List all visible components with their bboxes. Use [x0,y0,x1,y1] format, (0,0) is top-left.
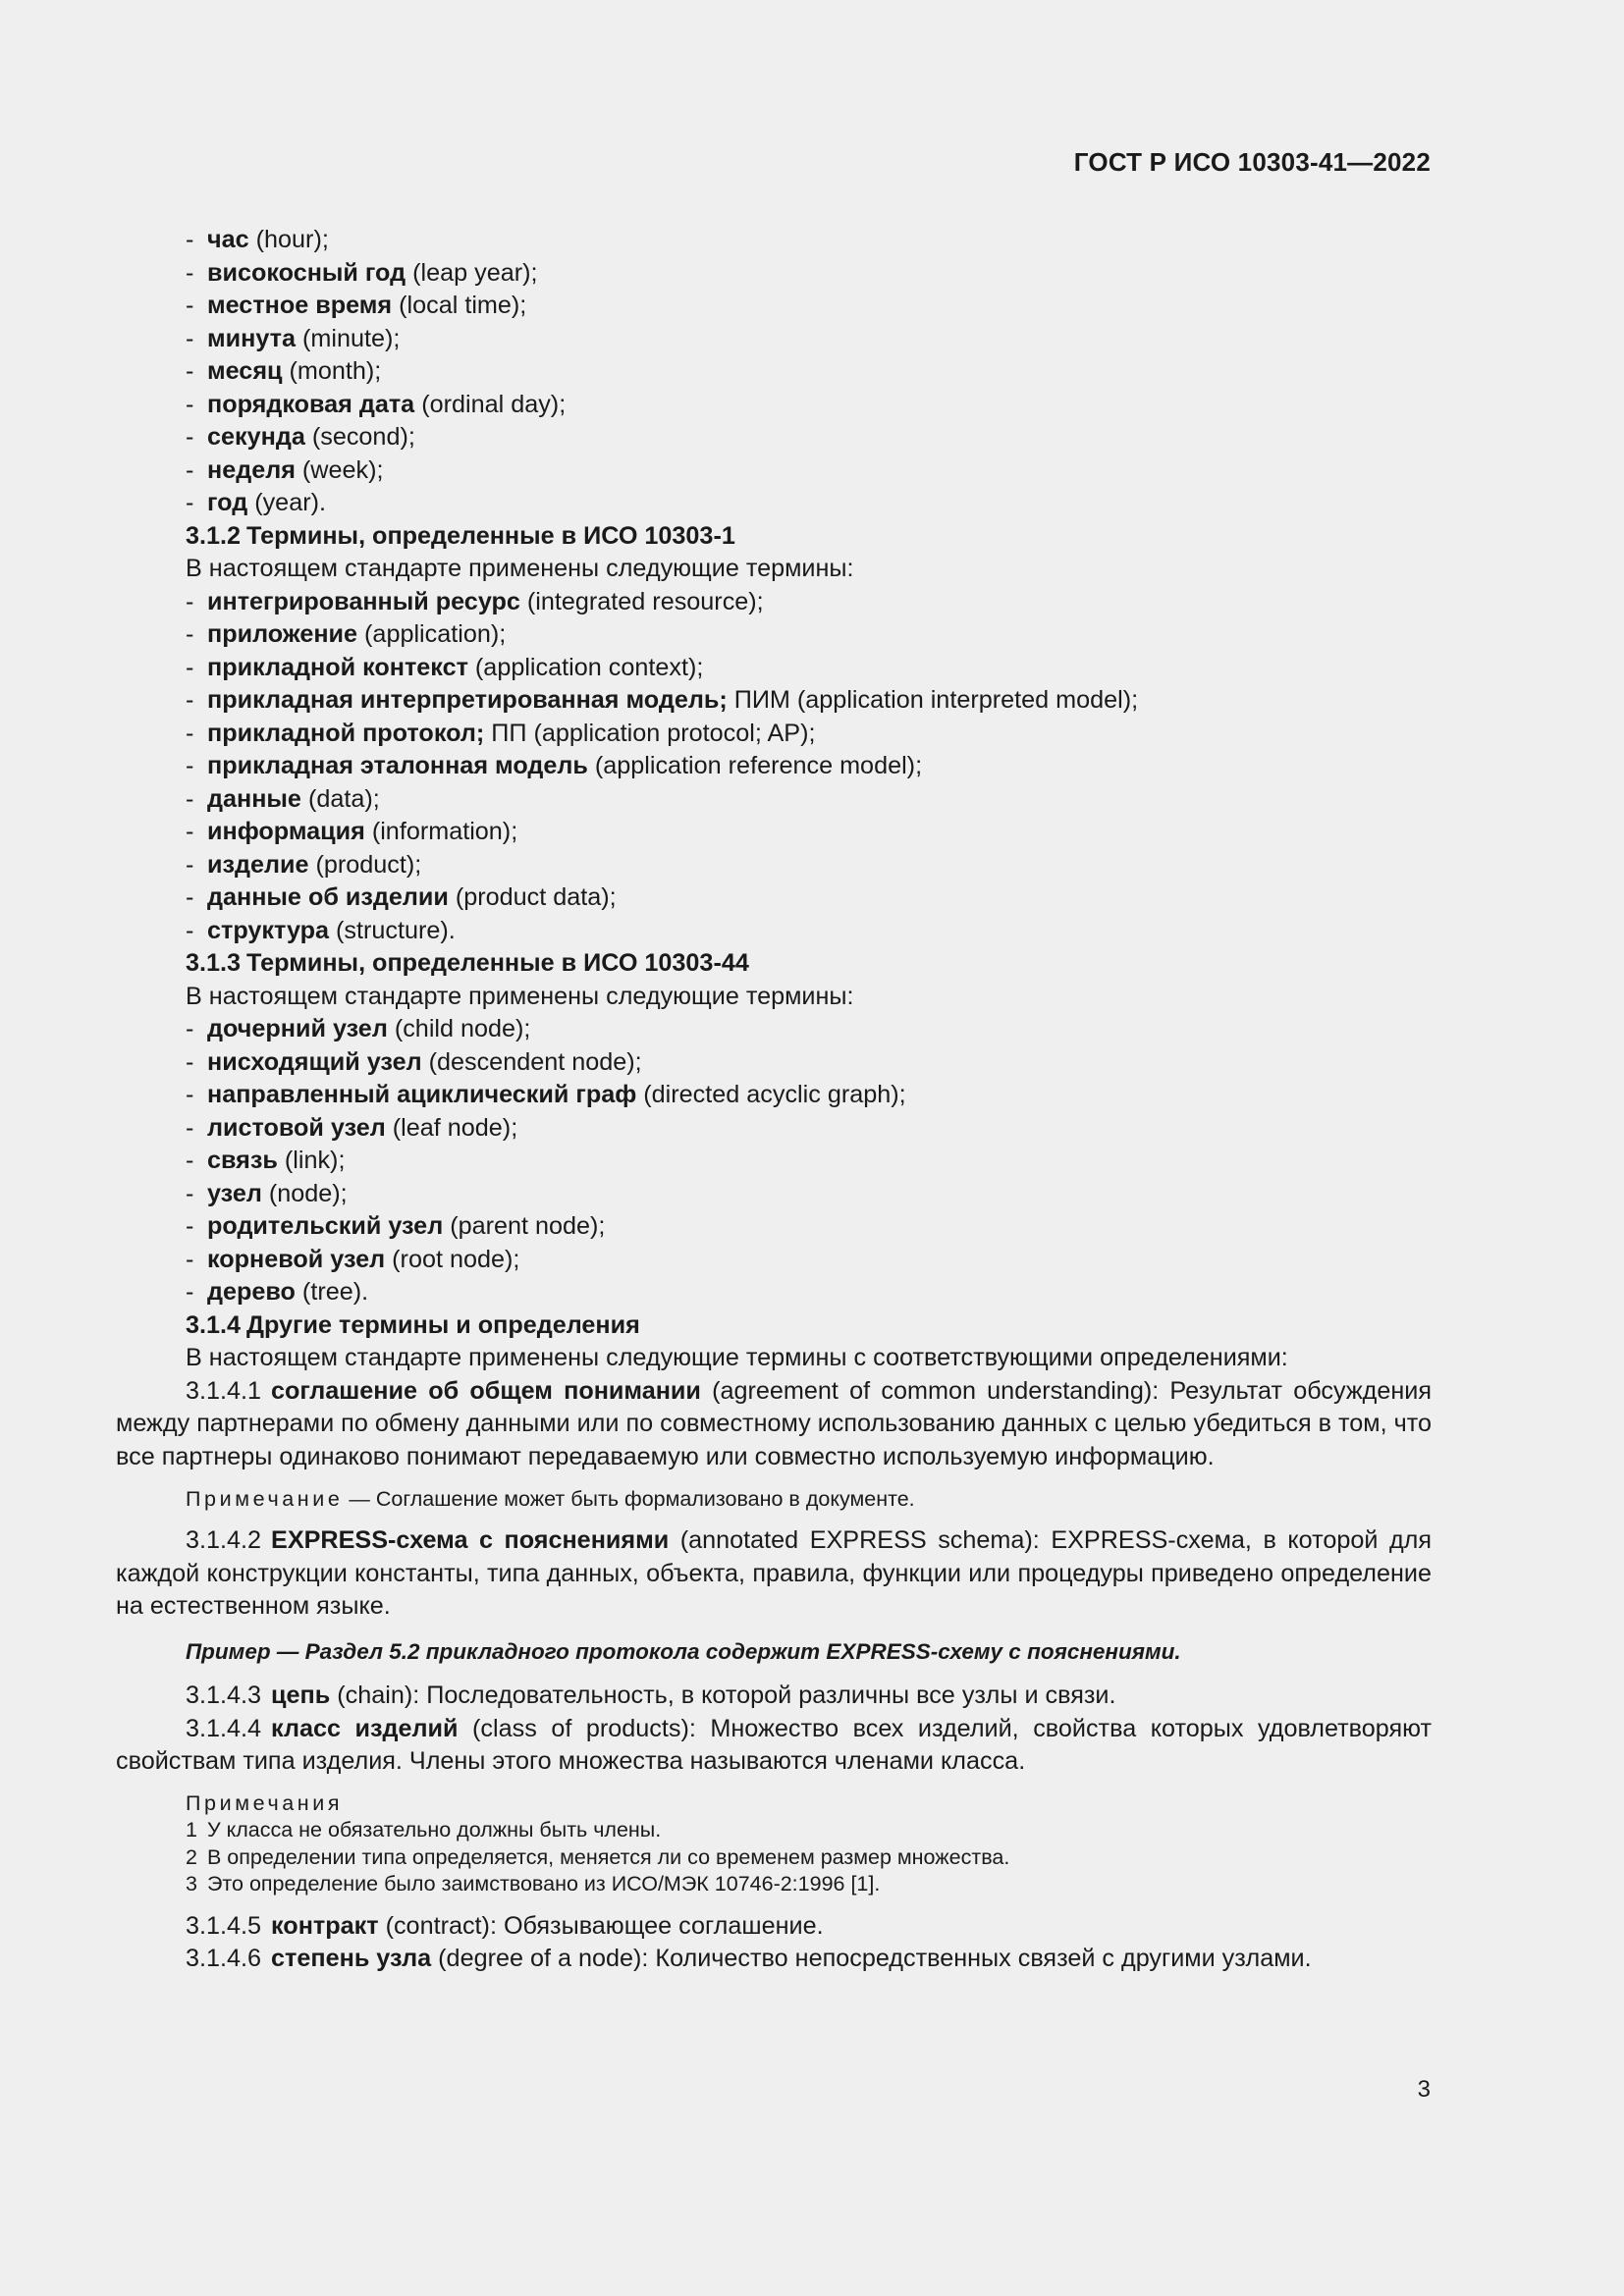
definition-3-1-4-1: 3.1.4.1 соглашение об общем понимании (agreement of common understanding): Результат обсуждения между партнерами по обмену данными или по совместному использованию данных с целью убедиться в том, что все партнеры одинаково понимают передаваемую или совместно используемую информацию. [116,1376,1432,1470]
list-item: - прикладной контекст (application context); [186,653,704,681]
list-item: - данные об изделии (product data); [186,883,617,911]
list-item: - направленный ациклический граф (directed acyclic graph); [186,1081,906,1108]
definition-3-1-4-6: 3.1.4.6 степень узла (degree of a node): Количество непосредственных связей с другими узлами. [186,1945,1312,1972]
list-item: - неделя (week); [186,455,384,484]
list-item: - прикладная эталонная модель (application reference model); [186,752,923,779]
definition-3-1-4-2: 3.1.4.2 EXPRESS-схема с пояснениями (annotated EXPRESS schema): EXPRESS-схема, в которой для каждой конструкции константы, типа данных, объекта, правила, функции или процедуры приведено определение на естественном языке. [116,1526,1433,1620]
list-item: - структура (structure). [186,916,456,944]
document-body [116,224,1432,1976]
list-item: - связь (link); [186,1147,346,1174]
list-item: - листовой узел (leaf node); [186,1113,518,1142]
definition-3-1-4-3: 3.1.4.3 цепь (chain): Последовательность, в которой различны все узлы и связи. [186,1682,1116,1709]
list-item: - прикладной протокол; ПП (application protocol; AP); [186,719,816,747]
list-item: - данные (data); [186,784,380,813]
list-item: - дочерний узел (child node); [186,1015,531,1042]
definition-3-1-4-5: 3.1.4.5 контракт (contract): Обязывающее соглашение. [186,1911,824,1940]
note-item: 1 У класса не обязательно должны быть члены. [186,1818,662,1842]
list-item: - час (hour); [186,226,329,253]
section-heading-3-1-2: 3.1.2 Термины, определенные в ИСО 10303-1 [186,521,735,550]
iso-10303-44-terms-list [116,1013,1432,1309]
section-intro: В настоящем стандарте применены следующие термины: [186,555,854,582]
notes-label: Примечания [186,1790,344,1815]
definition-3-1-4-4: 3.1.4.4 класс изделий (class of products): Множество всех изделий, свойства которых удовлетворяют свойствам типа изделия. Члены этого множества называются членами класса. [116,1714,1432,1775]
list-item: - родительский узел (parent node); [186,1212,606,1240]
note-item: 3 Это определение было заимствовано из ИСО/МЭК 10746-2:1996 [1]. [186,1872,881,1896]
section-intro: В настоящем стандарте применены следующие термины с соответствующими определениями: [186,1344,1288,1371]
list-item: - дерево (tree). [186,1278,369,1306]
time-terms-list [116,224,1432,520]
note-item: 2 В определении типа определяется, меняется ли со временем размер множества. [186,1844,1010,1869]
list-item: - секунда (second); [186,423,415,451]
note: Примечание — Соглашение может быть формализовано в документе. [186,1487,915,1511]
list-item: - прикладная интерпретированная модель; ПИМ (application interpreted model); [186,686,1139,714]
list-item: - месяц (month); [186,357,382,385]
list-item: - год (year). [186,489,326,516]
document-header: ГОСТ Р ИСО 10303-41—2022 [1073,147,1431,177]
list-item: - порядковая дата (ordinal day); [186,390,567,418]
example: Пример — Раздел 5.2 прикладного протокола содержит EXPRESS-схему с пояснениями. [186,1638,1181,1664]
list-item: - информация (information); [186,818,518,845]
list-item: - изделие (product); [186,850,422,879]
list-item: - нисходящий узел (descendent node); [186,1047,642,1076]
list-item: - корневой узел (root node); [186,1245,520,1273]
section-intro: В настоящем стандарте применены следующие термины: [186,982,854,1010]
list-item: - интегрированный ресурс (integrated resource); [186,587,764,615]
page-number: 3 [1417,2076,1431,2103]
list-item: - приложение (application); [186,620,507,648]
iso-10303-1-terms-list [116,586,1432,948]
section-heading-3-1-4: 3.1.4 Другие термины и определения [186,1310,640,1339]
list-item: - високосный год (leap year); [186,258,538,287]
notes-list [116,1790,1432,1898]
list-item: - узел (node); [186,1179,348,1207]
section-heading-3-1-3: 3.1.3 Термины, определенные в ИСО 10303-44 [186,949,749,977]
list-item: - минута (minute); [186,324,401,352]
list-item: - местное время (local time); [186,292,527,319]
